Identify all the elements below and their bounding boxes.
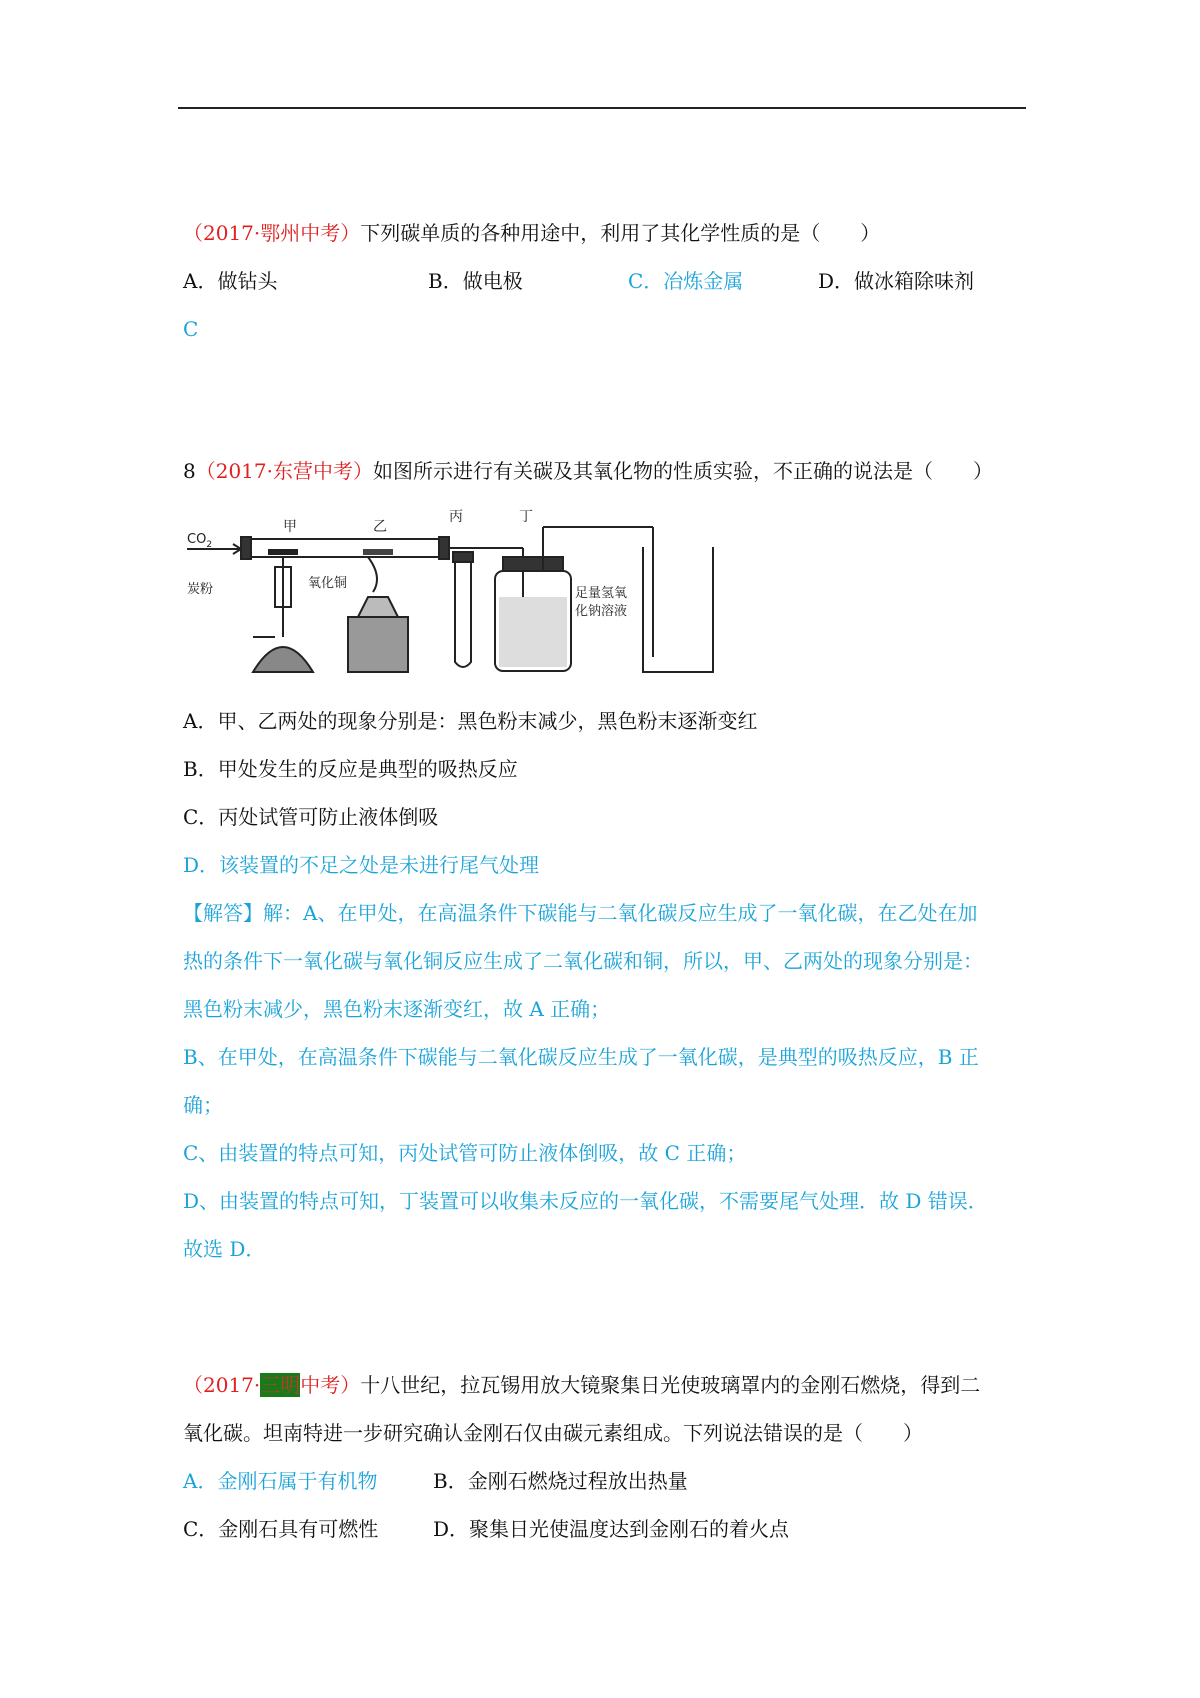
apparatus-figure bbox=[183, 497, 763, 679]
q1-stem-line bbox=[183, 220, 880, 246]
q2-stem-line bbox=[183, 458, 993, 484]
q1-stem: 下列碳单质的各种用途中，利用了其化学性质的是（ ） bbox=[360, 221, 881, 245]
label-naoh-2: 化钠溶液 bbox=[575, 604, 628, 619]
q1-option-c: C．冶炼金属 bbox=[628, 269, 744, 293]
tube-stopper-left bbox=[241, 537, 251, 559]
q3-option-d: D．聚集日光使温度达到金刚石的着火点 bbox=[433, 1517, 790, 1541]
co2-label: $CO_2$ bbox=[187, 532, 213, 550]
q3-source-post: 中考） bbox=[300, 1373, 361, 1397]
q1-option-b: B．做电极 bbox=[428, 269, 523, 293]
q2-solution-line: 热的条件下一氧化碳与氧化铜反应生成了二氧化碳和铜，所以，甲、乙两处的现象分别是： bbox=[183, 949, 983, 973]
tube-stopper-right bbox=[439, 537, 449, 559]
q1-source: （2017·鄂州中考） bbox=[183, 221, 361, 245]
q3-source-city: 三明 bbox=[260, 1373, 301, 1397]
label-ding: 丁 bbox=[519, 509, 533, 525]
label-bing: 丙 bbox=[449, 509, 463, 525]
burner-base bbox=[253, 647, 313, 672]
bottle-liquid bbox=[499, 597, 567, 667]
q1-option-a: A．做钻头 bbox=[183, 269, 278, 293]
q2-source: （2017·东营中考） bbox=[195, 459, 373, 483]
q3-option-b: B．金刚石燃烧过程放出热量 bbox=[433, 1469, 688, 1493]
label-yanghuatong: 氧化铜 bbox=[308, 576, 348, 591]
q2-solution-line: 黑色粉末减少，黑色粉末逐渐变红，故 A 正确； bbox=[183, 997, 611, 1021]
lamp-flame bbox=[368, 557, 377, 592]
copper-oxide-powder bbox=[363, 549, 393, 555]
q2-number: 8 bbox=[183, 459, 196, 483]
label-jia: 甲 bbox=[283, 519, 297, 535]
q1-answer: C bbox=[183, 317, 199, 341]
q2-option-c: C．丙处试管可防止液体倒吸 bbox=[183, 805, 439, 829]
q2-stem: 如图所示进行有关碳及其氧化物的性质实验，不正确的说法是（ ） bbox=[373, 459, 993, 483]
alcohol-lamp bbox=[358, 597, 398, 617]
testtube bbox=[455, 562, 471, 667]
label-naoh-1: 足量氢氧 bbox=[575, 586, 628, 601]
q2-solution-line: B、在甲处，在高温条件下碳能与二氧化碳反应生成了一氧化碳，是典型的吸热反应，B 正 bbox=[183, 1045, 979, 1069]
q3-stem-1: 十八世纪，拉瓦锡用放大镜聚集日光使玻璃罩内的金刚石燃烧，得到二 bbox=[360, 1373, 981, 1397]
q2-solution-line: 确； bbox=[183, 1093, 223, 1117]
bottle-stopper bbox=[503, 557, 563, 571]
q2-option-b: B．甲处发生的反应是典型的吸热反应 bbox=[183, 757, 518, 781]
q2-solution-line: 【解答】解：A、在甲处，在高温条件下碳能与二氧化碳反应生成了一氧化碳，在乙处在加 bbox=[183, 901, 978, 925]
carbon-powder bbox=[268, 549, 298, 555]
q3-source-pre: （2017· bbox=[183, 1373, 261, 1397]
q3-stem-line-1 bbox=[183, 1372, 980, 1398]
label-yi: 乙 bbox=[373, 519, 387, 535]
q2-solution-line: 故选 D． bbox=[183, 1237, 266, 1261]
label-tanfen: 炭粉 bbox=[187, 582, 214, 597]
q2-option-a: A．甲、乙两处的现象分别是：黑色粉末减少，黑色粉末逐渐变红 bbox=[183, 709, 758, 733]
q2-option-d: D．该装置的不足之处是未进行尾气处理 bbox=[183, 853, 540, 877]
lamp-stand bbox=[348, 617, 408, 672]
q1-option-d: D．做冰箱除味剂 bbox=[818, 269, 975, 293]
q3-option-c: C．金刚石具有可燃性 bbox=[183, 1517, 379, 1541]
q2-solution-line: D、由装置的特点可知，丁装置可以收集未反应的一氧化碳，不需要尾气处理．故 D 错误． bbox=[183, 1189, 988, 1213]
q3-option-a: A．金刚石属于有机物 bbox=[183, 1469, 378, 1493]
header-rule bbox=[178, 107, 1026, 109]
q2-solution-line: C、由装置的特点可知，丙处试管可防止液体倒吸，故 C 正确； bbox=[183, 1141, 747, 1165]
testtube-stopper bbox=[453, 552, 473, 562]
q3-stem-line-2: 氧化碳。坦南特进一步研究确认金刚石仅由碳元素组成。下列说法错误的是（ ） bbox=[183, 1421, 923, 1445]
